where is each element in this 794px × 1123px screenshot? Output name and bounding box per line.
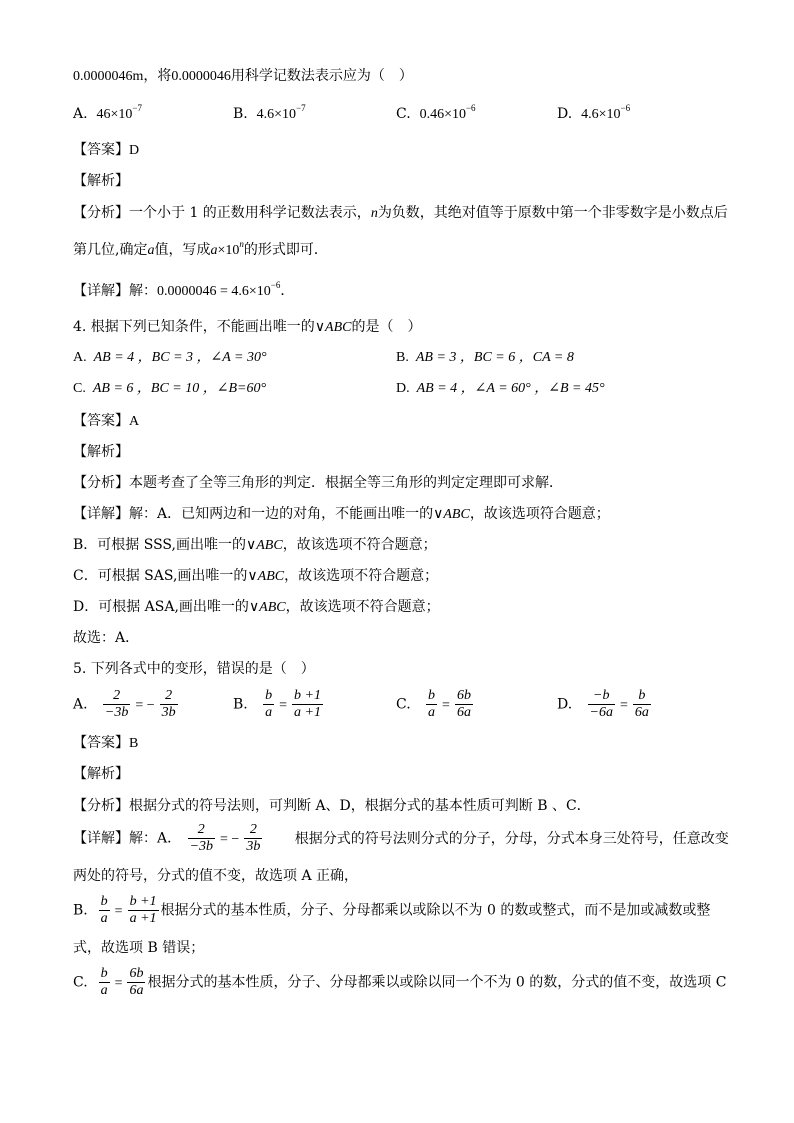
fenxi-text: 的形式即可． [243,242,328,258]
q3-stem-value: 0.0000046m [73,69,144,84]
fenxi-text: 第几位,确定 [73,242,148,258]
xiangjie-text: 根据分式的符号法则分式的分子，分母，分式本身三处符号，任意改变 [294,830,729,847]
equals: = [442,697,450,713]
math-expr: 0.0000046 = 4.6×10 [157,284,271,299]
q3-fenxi-line2 [73,240,328,261]
equals: = − [135,697,155,713]
math-exponent: n [239,239,244,249]
option-label: D. [557,696,573,713]
fraction [99,966,110,999]
fraction [99,894,110,927]
q4-option-b [396,348,574,368]
q3-option-d [557,104,630,125]
option-value: AB = 6 ，BC = 10 ，∠B=60° [92,381,267,396]
xiangjie-text: ，故该选项符合题意； [469,506,610,522]
option-label: D. [557,106,573,122]
equals: = [620,697,628,713]
numerator: −b [593,688,610,703]
fenxi-text: 本题考查了全等三角形的判定．根据全等三角形的判定定理即可求解． [129,475,563,491]
xiangjie-tag: 【详解】 [73,506,129,522]
numerator: 6b [456,688,471,703]
math-var: a [147,243,155,258]
denominator: 6a [129,983,144,998]
numerator: b [100,894,108,909]
option-label: C. [396,696,411,713]
q5-line-c [73,966,726,999]
numerator: 2 [165,688,173,703]
numerator: b +1 [129,894,157,909]
option-label: C. [396,106,411,122]
fraction [244,822,262,855]
option-label: B. [233,696,248,713]
math-expr: ∨ABC [247,569,285,584]
q3-option-c [396,104,476,125]
q3-stem [73,66,413,87]
fenxi-text: 值，写成 [154,242,211,258]
equals: = [114,903,123,919]
math-expr: ∨ABC [433,507,470,522]
numerator: b +1 [294,688,321,703]
line-text: ，故该选项不符合题意； [284,568,439,584]
q4-stem-text: 4. 根据下列已知条件，不能画出唯一的 [73,319,315,335]
xiangjie-text: 解： [129,283,157,299]
fenxi-text: 根据分式的符号法则，可判断 A、D，根据分式的基本性质可判断 B 、C． [129,798,591,814]
q4-xiangjie [73,504,610,525]
q4-jiexi-heading: 【解析】 [73,444,129,460]
option-value: 46×10 [96,107,133,122]
q5-line2: 两处的符号，分式的值不变，故选项 A 正确， [73,868,359,884]
fenxi-tag: 【分析】 [73,205,129,221]
answer-tag: 【答案】 [73,413,129,429]
fenxi-tag: 【分析】 [73,475,129,491]
option-value: 4.6×10 [581,107,621,122]
numerator: b [428,688,436,703]
q4-line-c [73,566,438,587]
option-value: 0.46×10 [419,107,466,122]
xiangjie-text: ． [280,283,295,299]
fraction [127,966,145,999]
denominator: a [265,705,273,720]
q4-fenxi [73,473,563,493]
math-expr: ∨ABC [248,600,286,615]
denominator: −6a [589,705,613,720]
math-var: a [210,243,218,258]
fraction [633,688,651,721]
answer-tag: 【答案】 [73,142,129,158]
xiangjie-text: 解：A． [129,830,182,847]
equals: = [279,697,288,713]
answer-value: D [129,143,140,158]
numerator: b [638,688,646,703]
q5-fenxi [73,796,591,816]
q3-xiangjie [73,281,294,302]
q3-stem-text: ，将 [143,68,172,84]
denominator: a +1 [129,911,157,926]
q5-stem: 5. 下列各式中的变形，错误的是（ ） [73,661,315,677]
fraction [263,688,274,721]
denominator: −3b [189,839,214,854]
math-expr: ∨ABC [245,538,283,553]
numerator: 6b [129,966,144,981]
denominator: 3b [161,705,176,720]
fraction [292,688,323,721]
equals: = [114,975,123,991]
denominator: a [100,983,108,998]
q5-line-b2: 式，故选项 B 错误； [73,940,205,956]
denominator: 3b [246,839,261,854]
line-text: B．可根据 SSS,画出唯一的 [73,537,246,553]
option-label: B. [233,106,248,122]
option-value: 4.6×10 [256,107,297,122]
line-text: 根据分式的基本性质，分子、分母都乘以或除以同一个不为 0 的数，分式的值不变，故选项 C [147,974,727,991]
fenxi-tag: 【分析】 [73,798,129,814]
line-text: D．可根据 ASA,画出唯一的 [73,599,249,615]
q3-answer [73,140,139,161]
q4-option-c [73,379,266,399]
fraction [103,688,130,721]
q3-stem-tail: 用科学记数法表示应为（ ） [230,68,413,84]
math-expr: ∨ABC [314,320,352,335]
numerator: 2 [249,822,257,837]
denominator: 6a [634,705,649,720]
q5-xiangjie [73,822,729,855]
option-label: A. [73,350,87,365]
fraction [160,688,178,721]
q4-option-d [396,379,605,399]
q4-option-a [73,348,267,368]
q3-option-b [233,104,306,125]
option-exponent: −6 [620,103,631,113]
denominator: 6a [456,705,471,720]
math-var: n [370,206,378,221]
fraction [426,688,437,721]
option-value: AB = 4 ，∠A = 60° ，∠B = 45° [416,381,605,396]
math-exponent: −6 [270,280,281,290]
line-text: C．可根据 SAS,画出唯一的 [73,568,248,584]
xiangjie-text: 解：A．已知两边和一边的对角，不能画出唯一的 [129,506,434,522]
option-value: AB = 4 ，BC = 3 ，∠A = 30° [93,350,267,365]
fenxi-text: 为负数，其绝对值等于原数中第一个非零数字是小数点后 [377,205,728,221]
option-label: B. [396,350,409,365]
q5-jiexi-heading: 【解析】 [73,766,129,782]
q5-option-b [233,688,325,721]
denominator: −3b [104,705,129,720]
fraction [128,894,159,927]
option-value: AB = 3 ，BC = 6 ，CA = 8 [415,350,574,365]
option-exponent: −7 [296,103,306,113]
q4-line-d [73,597,440,618]
numerator: 2 [113,688,121,703]
q5-option-d [557,688,653,721]
fraction [588,688,615,721]
numerator: b [100,966,108,981]
numerator: b [265,688,273,703]
xiangjie-tag: 【详解】 [73,283,129,299]
q5-line-b [73,894,710,927]
denominator: a [428,705,436,720]
option-label: D. [396,381,410,396]
option-label: A. [73,106,88,122]
denominator: a [100,911,108,926]
line-label: C. [73,974,88,991]
q3-option-a [73,104,142,125]
q4-stem [73,317,422,338]
option-label: A. [73,696,88,713]
line-label: B. [73,902,88,919]
answer-value: A [129,414,140,429]
option-exponent: −6 [465,103,476,113]
answer-tag: 【答案】 [73,735,129,751]
q3-fenxi-line1 [73,203,728,224]
line-text: ，故该选项不符合题意； [285,599,440,615]
q4-stem-tail: 的是（ ） [351,319,422,335]
denominator: a +1 [294,705,321,720]
q3-stem-value2: 0.0000046 [171,69,231,84]
numerator: 2 [197,822,205,837]
q3-jiexi-heading: 【解析】 [73,173,129,189]
q5-option-c [396,688,475,721]
q4-line-b [73,535,437,556]
q5-option-a [73,688,180,721]
line-text: ，故该选项不符合题意； [282,537,437,553]
fraction [455,688,473,721]
math-expr: ×10 [217,243,240,258]
fenxi-text: 一个小于 1 的正数用科学记数法表示， [129,205,371,221]
answer-value: B [129,736,139,751]
q4-conclusion: 故选：A． [73,630,140,646]
option-label: C. [73,381,86,396]
line-text: 根据分式的基本性质，分子、分母都乘以或除以不为 0 的数或整式，而不是加或减数或整 [160,902,711,919]
xiangjie-tag: 【详解】 [73,830,129,847]
q4-answer [73,411,139,432]
fraction [188,822,215,855]
q5-answer [73,733,138,754]
equals: = − [220,831,240,847]
option-exponent: −7 [132,103,142,113]
